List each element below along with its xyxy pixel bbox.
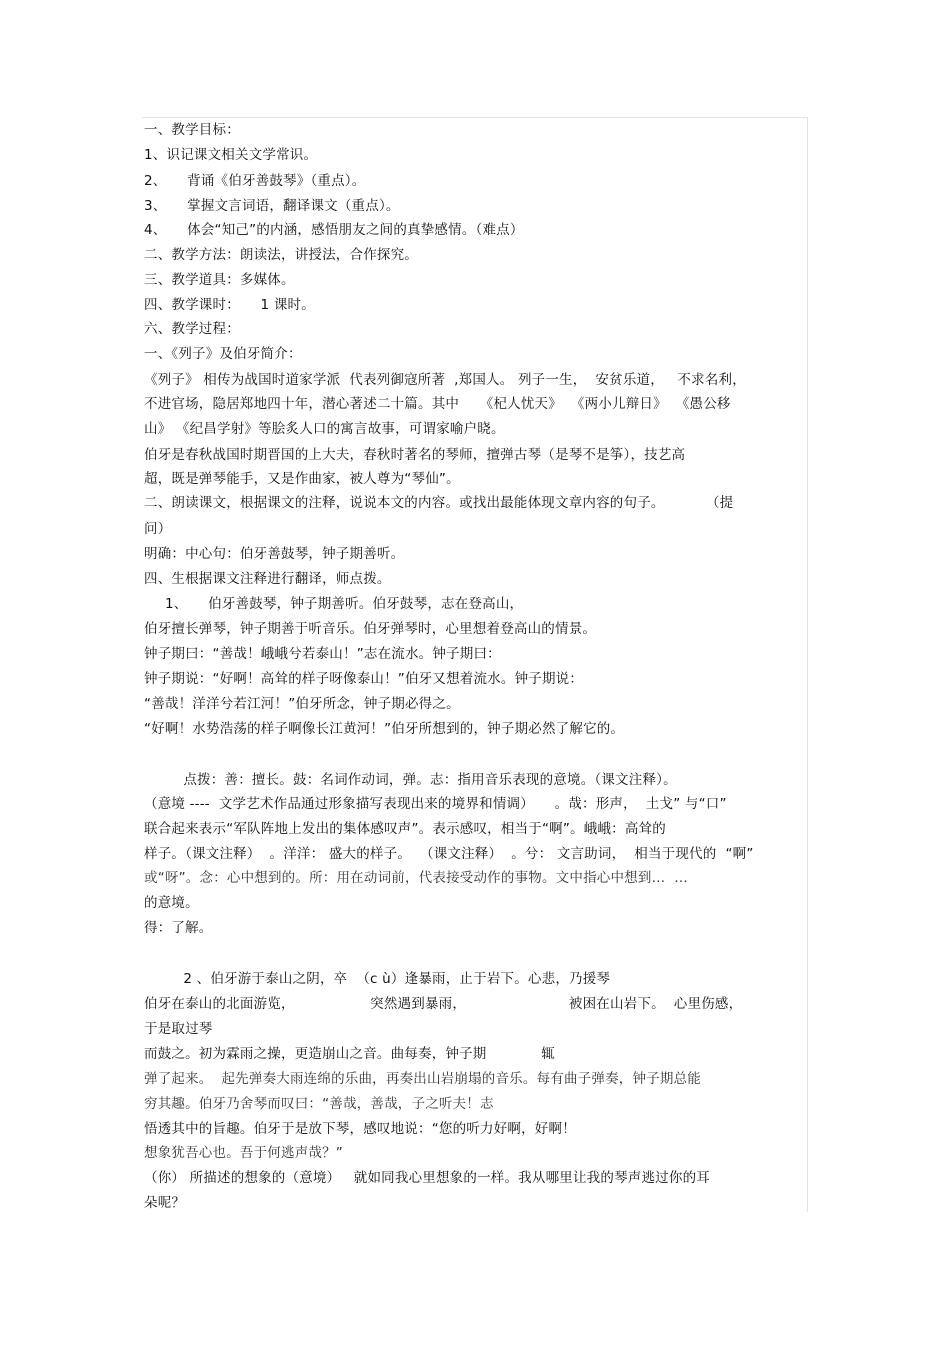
page-border-top <box>142 117 808 118</box>
text-line: 4、 体会“知己”的内涵，感悟朋友之间的真挚感情。（难点） <box>144 222 524 238</box>
text-line: 2 、伯牙游于泰山之阴，卒 （c ù）逢暴雨，止于岩下。心悲，乃援琴 <box>156 971 611 987</box>
text-line: 二、教学方法：朗读法，讲授法，合作探究。 <box>144 247 418 263</box>
text-line: 伯牙擅长弹琴，钟子期善于听音乐。伯牙弹琴时，心里想着登高山的情景。 <box>144 621 597 637</box>
text-line: 《列子》 相传为战国时道家学派 代表列御寇所著 ,郑国人。 列子一生， 安贫乐道， 不求名利， <box>144 372 746 388</box>
text-line: 悟透其中的旨趣。伯牙于是放下琴，感叹地说：“您的听力好啊，好啊！ <box>144 1121 576 1137</box>
text-line: （意境 ---- 文学艺术作品通过形象描写表现出来的境界和情调） 。哉：形声， 土戈” 与“口” <box>144 796 727 812</box>
text-line: 二、朗读课文，根据课文的注释，说说本文的内容。或找出最能体现文章内容的句子。 （提 <box>144 495 734 511</box>
text-line: “善哉！洋洋兮若江河！”伯牙所念，钟子期必得之。 <box>144 696 460 712</box>
text-line: 的意境。 <box>144 895 199 911</box>
text-line: 伯牙是春秋战国时期晋国的上大夫，春秋时著名的琴师，擅弹古琴（是琴不是筝），技艺高 <box>144 447 686 463</box>
text-line: 山》 《纪昌学射》等脍炙人口的寓言故事，可谓家喻户晓。 <box>144 421 505 437</box>
text-line: 2、 背诵《伯牙善鼓琴》（重点）。 <box>144 173 366 189</box>
text-line: 不进官场，隐居郑地四十年，潜心著述二十篇。其中 《杞人忧天》 《两小儿辩日》 《愚公移 <box>144 396 731 412</box>
text-line: 得：了解。 <box>144 920 213 936</box>
text-line: 钟子期说：“好啊！高耸的样子呀像泰山！”伯牙又想着流水。钟子期说： <box>144 671 584 687</box>
text-line: 想象犹吾心也。吾于何逃声哉？” <box>144 1145 343 1161</box>
text-line: 1、识记课文相关文学常识。 <box>144 147 318 163</box>
text-line: 问） <box>144 521 172 537</box>
text-line: 或“呀”。念：心中想到的。所：用在动词前，代表接受动作的事物。文中指心中想到… … <box>144 870 688 886</box>
text-line: 钟子期曰：“善哉！峨峨兮若泰山！”志在流水。钟子期曰： <box>144 646 501 662</box>
text-line: 点拨：善：擅长。鼓：名词作动词，弹。志：指用音乐表现的意境。（课文注释）。 <box>156 772 677 788</box>
text-line: 1、 伯牙善鼓琴，钟子期善听。伯牙鼓琴，志在登高山， <box>156 596 524 612</box>
text-line: “好啊！水势浩荡的样子啊像长江黄河！”伯牙所想到的，钟子期必然了解它的。 <box>144 721 625 737</box>
text-line: 而鼓之。初为霖雨之操，更造崩山之音。曲每奏，钟子期 辄 <box>144 1046 555 1062</box>
text-line: 四、教学课时： 1 课时。 <box>144 297 315 313</box>
text-line: （你） 所描述的想象的（意境） 就如同我心里想象的一样。我从哪里让我的琴声逃过你的耳 <box>144 1170 710 1186</box>
text-line: 三、教学道具：多媒体。 <box>144 272 295 288</box>
text-line: 超，既是弹琴能手，又是作曲家，被人尊为“琴仙”。 <box>144 471 460 487</box>
text-line: 六、教学过程： <box>144 321 240 337</box>
text-line: 伯牙在泰山的北面游览， 突然遇到暴雨， 被困在山岩下。 心里伤感， <box>144 996 743 1012</box>
text-line: 联合起来表示“军队阵地上发出的集体感叹声”。表示感叹，相当于“啊”。峨峨：高耸的 <box>144 821 666 837</box>
text-line: 弹了起来。 起先弹奏大雨连绵的乐曲，再奏出山岩崩塌的音乐。每有曲子弹奏，钟子期总能 <box>144 1071 701 1087</box>
text-line: 一、《列子》及伯牙简介： <box>144 346 302 362</box>
text-line: 3、 掌握文言词语，翻译课文（重点）。 <box>144 198 400 214</box>
text-line: 穷其趣。伯牙乃舍琴而叹曰：“善哉，善哉，子之听夫！志 <box>144 1096 494 1112</box>
text-line: 朵呢？ <box>144 1195 186 1211</box>
text-line: 四、生根据课文注释进行翻译，师点拨。 <box>144 571 391 587</box>
text-line: 于是取过琴 <box>144 1021 213 1037</box>
text-line: 一、教学目标： <box>144 122 240 138</box>
text-line: 明确：中心句：伯牙善鼓琴，钟子期善听。 <box>144 546 405 562</box>
text-line: 样子。（课文注释） 。洋洋： 盛大的样子。 （课文注释） 。兮： 文言助词， 相当于现代的 “啊” <box>144 846 754 862</box>
page-border-right <box>807 117 808 1212</box>
